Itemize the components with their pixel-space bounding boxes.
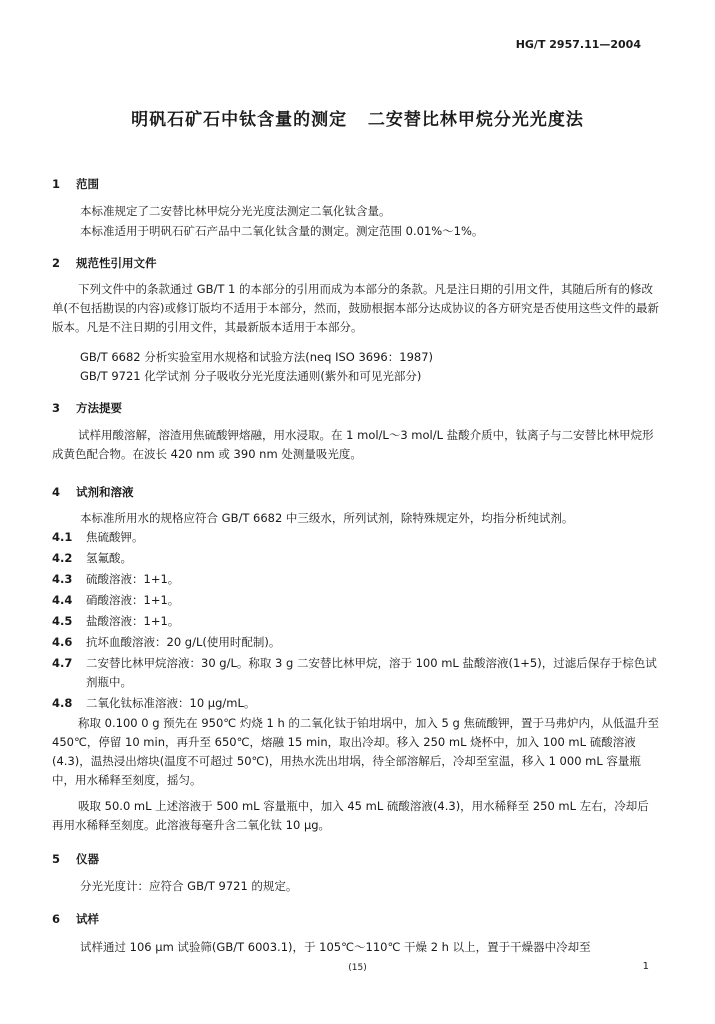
section-2-heading (52, 255, 157, 271)
list-item-4-7 (52, 654, 659, 692)
list-item-4-3 (52, 570, 659, 589)
section-title: 试样 (76, 912, 99, 926)
section-5-heading (52, 851, 99, 867)
item-number: 4.7 (52, 656, 73, 670)
section-2-paragraph-1: 下列文件中的条款通过 GB/T 1 的本部分的引用而成为本部分的条款。凡是注日期的引用文件，其随后所有的修改单(不包括勘误的内容)或修订版均不适用于本部分，然而，鼓励根据本部分达成协议的各方研究是否使用这些文件的最新版本。凡是不注日期的引用文件，其最新版本适用于本部分。 (52, 282, 659, 334)
section-number: 6 (52, 912, 61, 926)
item-number: 4.5 (52, 614, 73, 628)
section-title: 范围 (76, 177, 99, 191)
item-text: 二氧化钛标准溶液：10 μg/mL。 (86, 696, 256, 710)
section-1-heading (52, 176, 99, 192)
item-number: 4.4 (52, 593, 73, 607)
item-text: 盐酸溶液：1+1。 (86, 614, 180, 628)
section-number: 5 (52, 852, 61, 866)
item-text: 氢氟酸。 (86, 551, 132, 565)
section-title: 规范性引用文件 (76, 256, 157, 270)
section-title: 仪器 (76, 852, 99, 866)
item-number: 4.8 (52, 696, 73, 710)
section-1-paragraph-2: 本标准适用于明矾石矿石产品中二氧化钛含量的测定。测定范围 0.01%～1%。 (80, 224, 484, 238)
list-item-4-1 (52, 528, 659, 547)
list-item-4-6 (52, 633, 659, 652)
section-number: 2 (52, 256, 61, 270)
section-3-heading (52, 400, 122, 416)
item-number: 4.6 (52, 635, 73, 649)
section-3-paragraph-1: 试样用酸溶解，溶渣用焦硫酸钾熔融，用水浸取。在 1 mol/L～3 mol/L 盐酸介质中，钛离子与二安替比林甲烷形成黄色配合物。在波长 420 nm 或 390 nm 处测量吸光度。 (52, 428, 654, 461)
reference-gbt-6682: GB/T 6682 分析实验室用水规格和试验方法(neq ISO 3696：1987) (80, 350, 433, 364)
item-number: 4.1 (52, 530, 73, 544)
section-6-paragraph-1: 试样通过 106 μm 试验筛(GB/T 6003.1)，于 105℃～110℃ 干燥 2 h 以上，置于干燥器中冷却至 (80, 940, 591, 954)
list-item-4-5 (52, 612, 659, 631)
section-number: 3 (52, 401, 61, 415)
section-number: 4 (52, 485, 61, 499)
item-text: 硝酸溶液：1+1。 (86, 593, 180, 607)
section-6-heading (52, 911, 99, 927)
list-item-4-8 (52, 694, 659, 713)
document-title: 明矾石矿石中钛含量的测定 二安替比林甲烷分光光度法 (131, 110, 584, 130)
item-number: 4.3 (52, 572, 73, 586)
section-1-paragraph-1: 本标准规定了二安替比林甲烷分光光度法测定二氧化钛含量。 (80, 204, 391, 218)
section-title: 方法提要 (76, 401, 122, 415)
standard-code: HG/T 2957.11—2004 (515, 38, 641, 51)
section-4-paragraph-2: 称取 0.100 0 g 预先在 950℃ 灼烧 1 h 的二氧化钛于铂坩埚中，加入 5 g 焦硫酸钾，置于马弗炉内，从低温升至 450℃，停留 10 min，再升至 650℃，熔融 15 min，取出冷却。移入 250 mL 烧杯中，加入 100 mL 硫酸溶液(4.3)，温热浸出熔块(温度不可超过 50℃)，用热水洗出坩埚，待全部溶解后，冷却至室温，移入 1 000 mL 容量瓶中，用水稀释至刻度，摇匀。 (52, 716, 659, 787)
item-text: 硫酸溶液：1+1。 (86, 572, 180, 586)
list-item-4-2 (52, 549, 659, 568)
section-5-paragraph-1: 分光光度计：应符合 GB/T 9721 的规定。 (80, 879, 298, 893)
reference-gbt-9721: GB/T 9721 化学试剂 分子吸收分光光度法通则(紫外和可见光部分) (80, 369, 422, 383)
section-4-paragraph-3: 吸取 50.0 mL 上述溶液于 500 mL 容量瓶中，加入 45 mL 硫酸溶液(4.3)，用水稀释至 250 mL 左右，冷却后再用水稀释至刻度。此溶液每毫升含二氧化钛 10 μg。 (52, 799, 649, 832)
item-text: 抗坏血酸溶液：20 g/L(使用时配制)。 (86, 635, 281, 649)
footer-sequence: (15) (348, 963, 367, 973)
list-item-4-4 (52, 591, 659, 610)
item-number: 4.2 (52, 551, 73, 565)
section-4-paragraph-1: 本标准所用水的规格应符合 GB/T 6682 中三级水，所列试剂，除特殊规定外，均指分析纯试剂。 (80, 511, 574, 525)
item-text: 焦硫酸钾。 (86, 530, 144, 544)
section-number: 1 (52, 177, 61, 191)
section-4-heading (52, 484, 134, 500)
section-title: 试剂和溶液 (76, 485, 134, 499)
item-text: 二安替比林甲烷溶液：30 g/L。称取 3 g 二安替比林甲烷，溶于 100 mL 盐酸溶液(1+5)，过滤后保存于棕色试剂瓶中。 (86, 656, 657, 689)
page-number: 1 (642, 961, 649, 972)
